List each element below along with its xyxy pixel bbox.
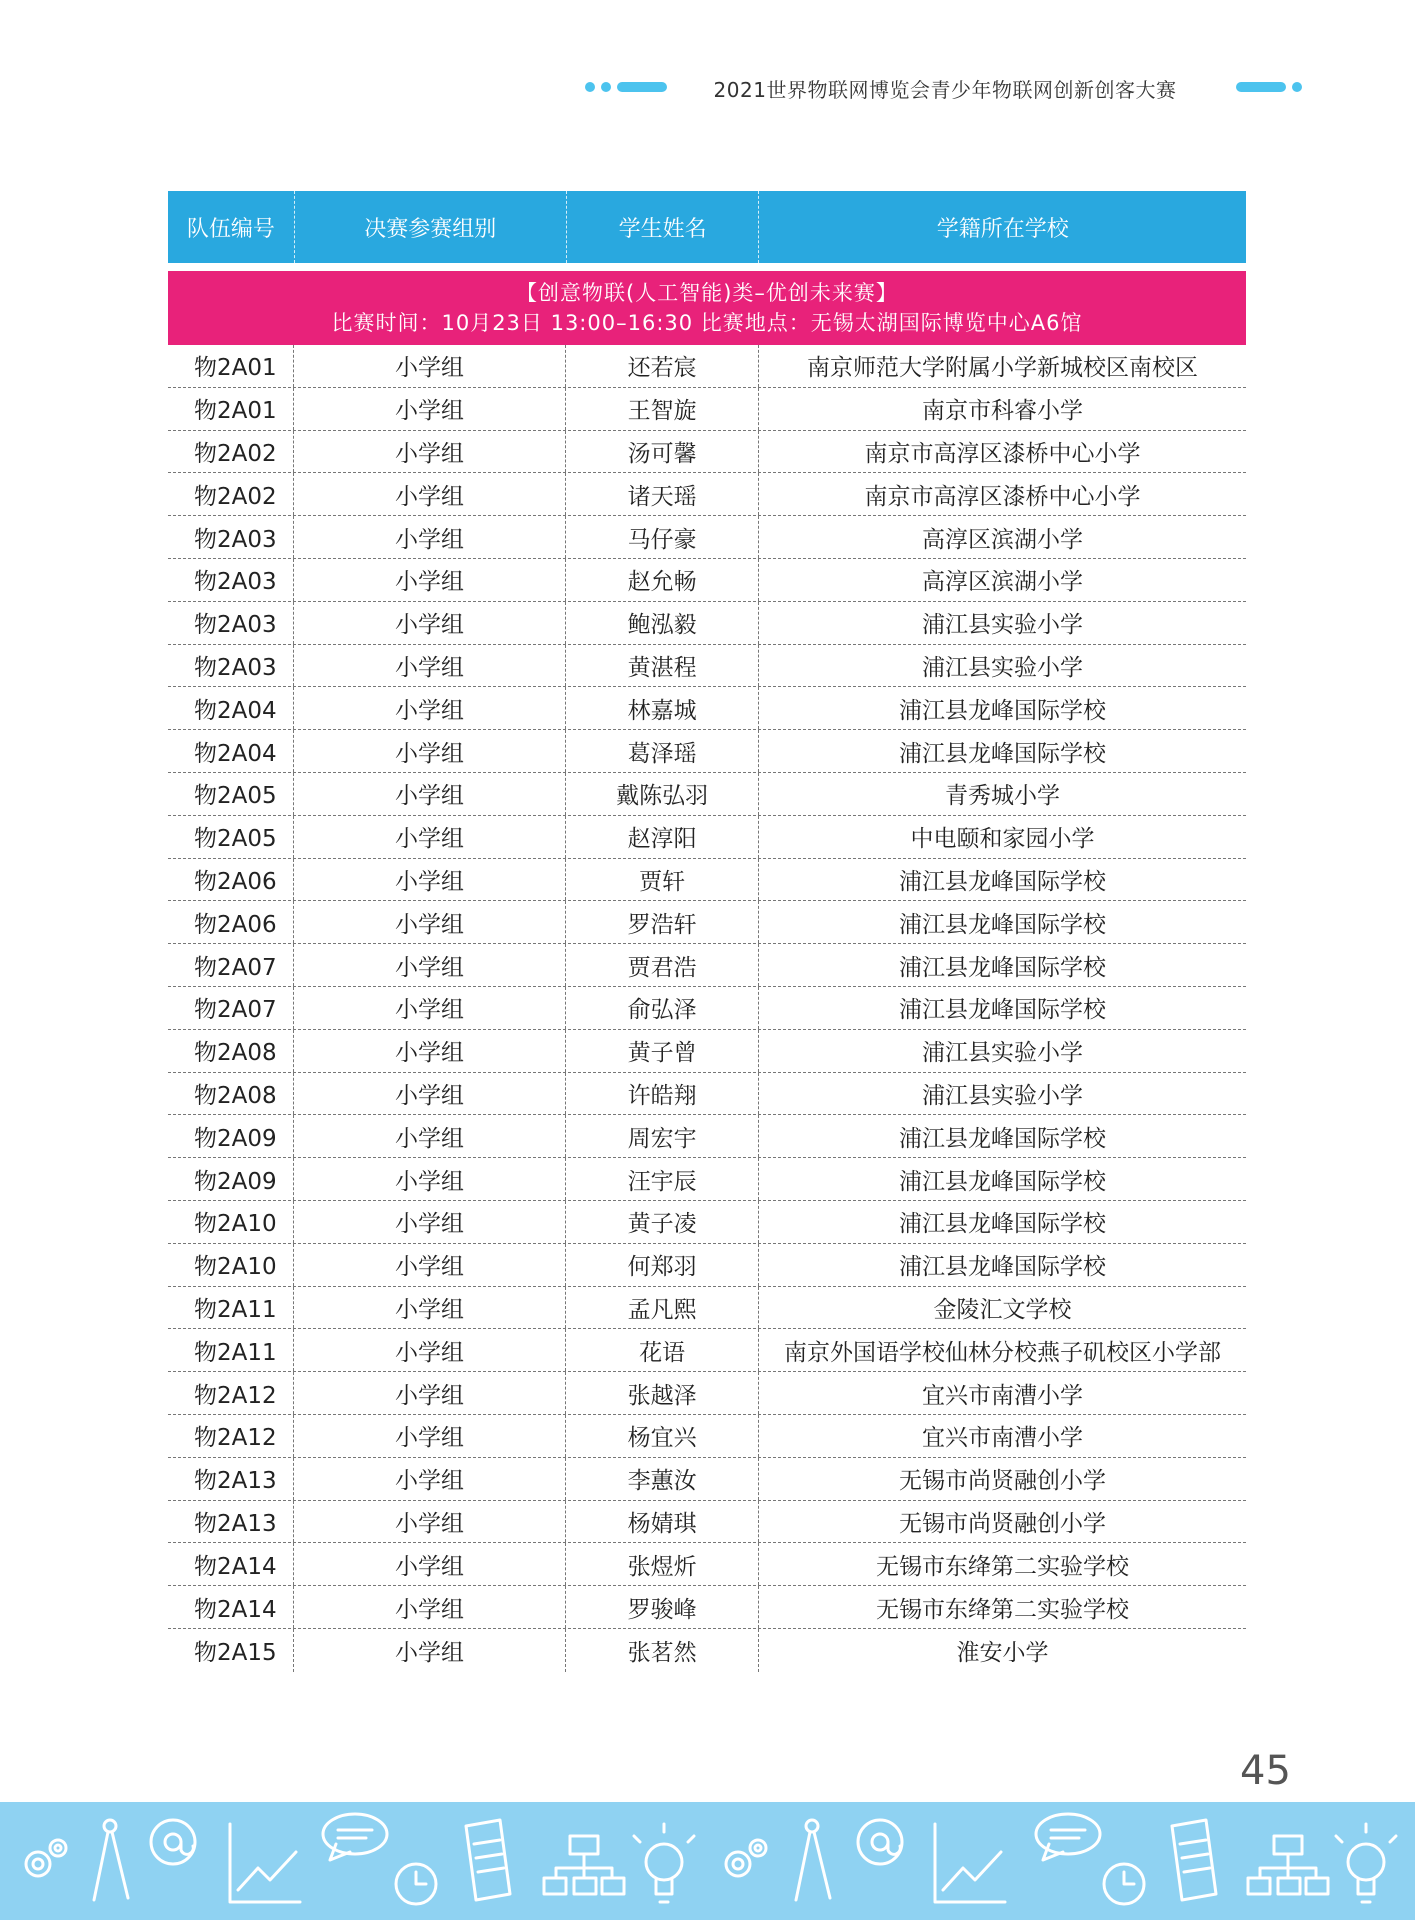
student-name-cell: 罗骏峰 <box>566 1586 759 1628</box>
section-banner <box>168 271 1246 345</box>
table-row <box>168 730 1246 773</box>
team-id-cell: 物2A05 <box>168 816 294 858</box>
group-cell: 小学组 <box>294 516 566 558</box>
clock-icon <box>396 1864 436 1904</box>
school-cell: 南京市科睿小学 <box>921 398 1083 425</box>
speech-bubble-icon <box>323 1814 387 1860</box>
section-schedule: 比赛时间：10月23日 13:00–16:30 比赛地点：无锡太湖国际博览中心A6馆 <box>331 311 1083 335</box>
table-row <box>168 1415 1246 1458</box>
header-decoration-left <box>585 82 667 92</box>
student-name-cell: 杨宜兴 <box>566 1415 759 1457</box>
gear-icon <box>26 1840 66 1876</box>
school-cell: 南京市高淳区漆桥中心小学 <box>864 440 1141 467</box>
table-row <box>168 1372 1246 1415</box>
team-id-cell: 物2A13 <box>168 1458 294 1500</box>
table-row <box>168 431 1246 474</box>
team-id-cell: 物2A03 <box>168 516 294 558</box>
school-cell: 宜兴市南漕小学 <box>921 1425 1083 1452</box>
school-cell: 淮安小学 <box>956 1639 1049 1666</box>
student-name-cell: 罗浩轩 <box>566 901 759 943</box>
team-id-cell: 物2A04 <box>168 687 294 729</box>
group-cell: 小学组 <box>294 1158 566 1200</box>
student-name-cell: 汪宇辰 <box>566 1158 759 1200</box>
school-cell: 宜兴市南漕小学 <box>921 1382 1083 1409</box>
table-row <box>168 1244 1246 1287</box>
team-id-cell: 物2A12 <box>168 1372 294 1414</box>
header-title: 2021世界物联网博览会青少年物联网创新创客大赛 <box>713 78 1177 102</box>
student-name-cell: 许皓翔 <box>566 1073 759 1115</box>
lightbulb-icon-2 <box>1336 1824 1396 1902</box>
table-row <box>168 1629 1246 1672</box>
team-id-cell: 物2A08 <box>168 1073 294 1115</box>
group-cell: 小学组 <box>294 730 566 772</box>
group-cell: 小学组 <box>294 602 566 644</box>
student-name-cell: 林嘉城 <box>566 687 759 729</box>
table-row <box>168 1329 1246 1372</box>
lightbulb-icon <box>634 1824 694 1902</box>
flowchart-icon-2 <box>1248 1836 1328 1894</box>
column-header-student-name: 学生姓名 <box>567 191 759 263</box>
document-icon <box>466 1820 510 1900</box>
page-number: 45 <box>1240 1748 1291 1794</box>
school-cell: 高淳区滨湖小学 <box>921 526 1083 553</box>
school-cell: 浦江县实验小学 <box>921 1040 1083 1067</box>
school-cell: 浦江县龙峰国际学校 <box>898 1168 1106 1195</box>
table-row <box>168 1030 1246 1073</box>
table-row <box>168 773 1246 816</box>
group-cell: 小学组 <box>294 645 566 687</box>
student-name-cell: 戴陈弘羽 <box>566 773 759 815</box>
table-row <box>168 1158 1246 1201</box>
school-cell: 南京市高淳区漆桥中心小学 <box>864 483 1141 510</box>
group-cell: 小学组 <box>294 1329 566 1371</box>
school-cell: 青秀城小学 <box>944 783 1060 810</box>
student-name-cell: 还若宸 <box>566 345 759 387</box>
team-id-cell: 物2A02 <box>168 473 294 515</box>
student-name-cell: 贾轩 <box>566 859 759 901</box>
compass-icon <box>94 1820 128 1900</box>
group-cell: 小学组 <box>294 1244 566 1286</box>
team-id-cell: 物2A09 <box>168 1158 294 1200</box>
team-id-cell: 物2A09 <box>168 1115 294 1157</box>
school-cell: 浦江县实验小学 <box>921 1082 1083 1109</box>
table-row <box>168 987 1246 1030</box>
table-row <box>168 516 1246 559</box>
page-header <box>0 70 1415 106</box>
team-id-cell: 物2A14 <box>168 1543 294 1585</box>
team-id-cell: 物2A14 <box>168 1586 294 1628</box>
group-cell: 小学组 <box>294 1372 566 1414</box>
student-name-cell: 赵淳阳 <box>566 816 759 858</box>
group-cell: 小学组 <box>294 859 566 901</box>
table-row <box>168 1458 1246 1501</box>
table-row <box>168 559 1246 602</box>
team-id-cell: 物2A11 <box>168 1329 294 1371</box>
school-cell: 高淳区滨湖小学 <box>921 569 1083 596</box>
table-body <box>168 345 1246 1672</box>
student-name-cell: 马仔豪 <box>566 516 759 558</box>
school-cell: 无锡市尚贤融创小学 <box>898 1468 1106 1495</box>
student-name-cell: 黄湛程 <box>566 645 759 687</box>
student-name-cell: 俞弘泽 <box>566 987 759 1029</box>
table-row <box>168 901 1246 944</box>
school-cell: 浦江县龙峰国际学校 <box>898 997 1106 1024</box>
group-cell: 小学组 <box>294 1073 566 1115</box>
table-row <box>168 345 1246 388</box>
table-row <box>168 816 1246 859</box>
clock-icon-2 <box>1104 1864 1144 1904</box>
school-cell: 浦江县实验小学 <box>921 654 1083 681</box>
school-cell: 金陵汇文学校 <box>933 1296 1072 1323</box>
school-cell: 无锡市东绛第二实验学校 <box>875 1553 1129 1580</box>
student-name-cell: 花语 <box>566 1329 759 1371</box>
student-name-cell: 贾君浩 <box>566 944 759 986</box>
team-id-cell: 物2A01 <box>168 345 294 387</box>
table-row <box>168 388 1246 431</box>
table-row <box>168 473 1246 516</box>
group-cell: 小学组 <box>294 431 566 473</box>
table-row <box>168 687 1246 730</box>
student-name-cell: 张茗然 <box>566 1629 759 1672</box>
header-decoration-right <box>1236 82 1302 92</box>
school-cell: 南京师范大学附属小学新城校区南校区 <box>806 355 1198 382</box>
table-row <box>168 944 1246 987</box>
school-cell: 中电颐和家园小学 <box>910 826 1095 853</box>
group-cell: 小学组 <box>294 1501 566 1543</box>
team-id-cell: 物2A03 <box>168 559 294 601</box>
column-header-school: 学籍所在学校 <box>936 216 1069 242</box>
at-sign-icon-2 <box>858 1820 902 1864</box>
team-id-cell: 物2A06 <box>168 901 294 943</box>
group-cell: 小学组 <box>294 1030 566 1072</box>
team-id-cell: 物2A01 <box>168 388 294 430</box>
column-header-group: 决赛参赛组别 <box>295 191 567 263</box>
group-cell: 小学组 <box>294 901 566 943</box>
group-cell: 小学组 <box>294 1287 566 1329</box>
student-name-cell: 赵允畅 <box>566 559 759 601</box>
school-cell: 浦江县龙峰国际学校 <box>898 1125 1106 1152</box>
school-cell: 浦江县龙峰国际学校 <box>898 954 1106 981</box>
table-row <box>168 1287 1246 1330</box>
group-cell: 小学组 <box>294 1543 566 1585</box>
footer-icons <box>0 1802 1415 1920</box>
table-row <box>168 1073 1246 1116</box>
table-row <box>168 1201 1246 1244</box>
school-cell: 无锡市尚贤融创小学 <box>898 1510 1106 1537</box>
team-id-cell: 物2A06 <box>168 859 294 901</box>
team-id-cell: 物2A07 <box>168 987 294 1029</box>
school-cell: 无锡市东绛第二实验学校 <box>875 1596 1129 1623</box>
table-row <box>168 1501 1246 1544</box>
footer-band <box>0 1802 1415 1920</box>
team-id-cell: 物2A12 <box>168 1415 294 1457</box>
school-cell: 南京外国语学校仙林分校燕子矶校区小学部 <box>783 1339 1221 1366</box>
student-name-cell: 张煜炘 <box>566 1543 759 1585</box>
table-row <box>168 1543 1246 1586</box>
chart-icon-2 <box>935 1824 1005 1902</box>
group-cell: 小学组 <box>294 773 566 815</box>
table-row <box>168 1115 1246 1158</box>
participants-table <box>168 191 1246 1672</box>
student-name-cell: 王智旋 <box>566 388 759 430</box>
group-cell: 小学组 <box>294 1415 566 1457</box>
flowchart-icon <box>544 1836 624 1894</box>
student-name-cell: 何郑羽 <box>566 1244 759 1286</box>
table-header <box>168 191 1246 263</box>
student-name-cell: 黄子凌 <box>566 1201 759 1243</box>
document-icon-2 <box>1172 1820 1216 1900</box>
school-cell: 浦江县龙峰国际学校 <box>898 740 1106 767</box>
group-cell: 小学组 <box>294 1586 566 1628</box>
chart-icon <box>230 1824 300 1902</box>
school-cell: 浦江县龙峰国际学校 <box>898 1211 1106 1238</box>
team-id-cell: 物2A13 <box>168 1501 294 1543</box>
group-cell: 小学组 <box>294 1629 566 1672</box>
team-id-cell: 物2A07 <box>168 944 294 986</box>
section-title: 【创意物联(人工智能)类–优创未来赛】 <box>516 281 898 305</box>
group-cell: 小学组 <box>294 473 566 515</box>
school-cell: 浦江县龙峰国际学校 <box>898 697 1106 724</box>
team-id-cell: 物2A11 <box>168 1287 294 1329</box>
group-cell: 小学组 <box>294 687 566 729</box>
student-name-cell: 黄子曾 <box>566 1030 759 1072</box>
student-name-cell: 杨婧琪 <box>566 1501 759 1543</box>
compass-icon-2 <box>796 1820 830 1900</box>
group-cell: 小学组 <box>294 944 566 986</box>
team-id-cell: 物2A08 <box>168 1030 294 1072</box>
team-id-cell: 物2A04 <box>168 730 294 772</box>
column-header-team-id: 队伍编号 <box>168 191 295 263</box>
group-cell: 小学组 <box>294 1458 566 1500</box>
team-id-cell: 物2A05 <box>168 773 294 815</box>
table-row <box>168 645 1246 688</box>
student-name-cell: 葛泽瑶 <box>566 730 759 772</box>
student-name-cell: 周宏宇 <box>566 1115 759 1157</box>
student-name-cell: 诸天瑶 <box>566 473 759 515</box>
table-row <box>168 602 1246 645</box>
team-id-cell: 物2A02 <box>168 431 294 473</box>
table-row <box>168 1586 1246 1629</box>
table-row <box>168 859 1246 902</box>
group-cell: 小学组 <box>294 816 566 858</box>
student-name-cell: 张越泽 <box>566 1372 759 1414</box>
school-cell: 浦江县龙峰国际学校 <box>898 868 1106 895</box>
group-cell: 小学组 <box>294 388 566 430</box>
group-cell: 小学组 <box>294 1115 566 1157</box>
student-name-cell: 汤可馨 <box>566 431 759 473</box>
student-name-cell: 鲍泓毅 <box>566 602 759 644</box>
team-id-cell: 物2A15 <box>168 1629 294 1672</box>
team-id-cell: 物2A10 <box>168 1244 294 1286</box>
gear-icon-2 <box>726 1840 766 1876</box>
team-id-cell: 物2A03 <box>168 645 294 687</box>
school-cell: 浦江县龙峰国际学校 <box>898 911 1106 938</box>
school-cell: 浦江县实验小学 <box>921 612 1083 639</box>
student-name-cell: 李蕙汝 <box>566 1458 759 1500</box>
speech-bubble-icon-2 <box>1036 1814 1100 1860</box>
student-name-cell: 孟凡熙 <box>566 1287 759 1329</box>
at-sign-icon <box>151 1820 195 1864</box>
team-id-cell: 物2A03 <box>168 602 294 644</box>
group-cell: 小学组 <box>294 559 566 601</box>
group-cell: 小学组 <box>294 1201 566 1243</box>
group-cell: 小学组 <box>294 987 566 1029</box>
group-cell: 小学组 <box>294 345 566 387</box>
team-id-cell: 物2A10 <box>168 1201 294 1243</box>
school-cell: 浦江县龙峰国际学校 <box>898 1254 1106 1281</box>
